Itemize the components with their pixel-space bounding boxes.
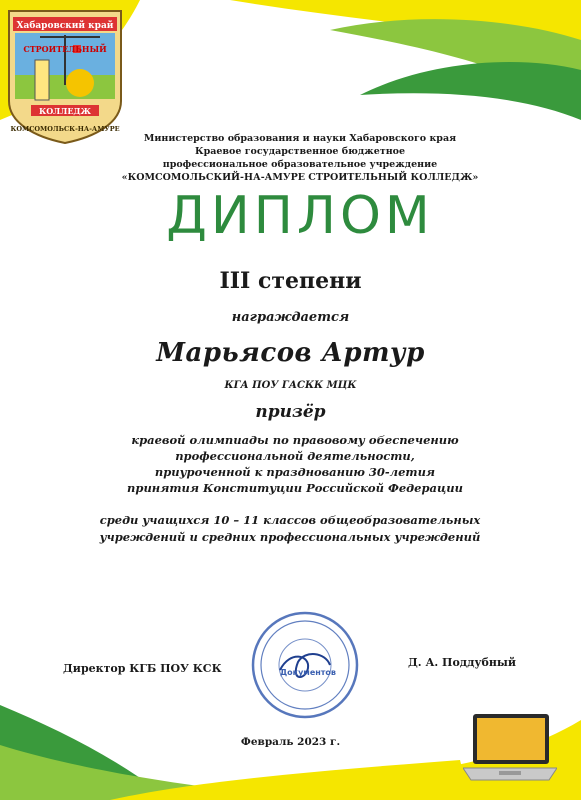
description-line: приуроченной к празднованию 30-летия: [154, 465, 436, 479]
emblem-bottom-word: КОЛЛЕДЖ: [38, 106, 92, 116]
header-institution-kind: профессиональное образовательное учреждение: [162, 159, 438, 170]
header-ministry: Министерство образования и науки Хабаровского края: [143, 133, 457, 144]
description-line: краевой олимпиады по правовому обеспечению: [131, 433, 459, 447]
official-stamp: [250, 610, 360, 720]
director-name: Д. А. Поддубный: [408, 656, 517, 669]
top-right-darkgreen-swoosh: [360, 62, 581, 120]
audience-line: среди учащихся 10 – 11 классов общеобразовательных: [99, 513, 481, 527]
college-emblem: [5, 5, 125, 145]
header-college-name: «КОМСОМОЛЬСКИЙ-НА-АМУРЕ СТРОИТЕЛЬНЫЙ КОЛЛЕДЖ»: [121, 172, 479, 183]
organization-header: [110, 132, 490, 184]
emblem-top-word: СТРОИТЕЛЬНЫЙ: [23, 44, 107, 54]
emblem-region: Хабаровский край: [16, 21, 114, 31]
stamp-text: Документов: [280, 668, 336, 677]
award-audience: [90, 512, 490, 546]
award-description: [100, 432, 490, 496]
diploma-degree: III степени: [219, 268, 362, 294]
diploma-title: ДИПЛОМ: [166, 186, 434, 246]
awarded-label: награждается: [231, 310, 350, 325]
audience-line: учреждений и средних профессиональных учреждений: [99, 530, 481, 544]
issue-date: Февраль 2023 г.: [240, 736, 341, 748]
recipient-institution: КГА ПОУ ГАСКК МЦК: [224, 380, 357, 391]
director-label: Директор КГБ ПОУ КСК: [63, 662, 222, 675]
emblem-city: КОМСОМОЛЬСК-НА-АМУРЕ: [10, 125, 120, 133]
laptop-icon: [463, 712, 557, 784]
award-rank: призёр: [255, 402, 326, 422]
recipient-name: Марьясов Артур: [156, 338, 425, 368]
description-line: принятия Конституции Российской Федерации: [127, 481, 463, 495]
description-line: профессиональной деятельности,: [175, 449, 415, 463]
header-institution-type: Краевое государственное бюджетное: [194, 146, 406, 157]
bottom-yellow-swoosh: [110, 760, 470, 800]
